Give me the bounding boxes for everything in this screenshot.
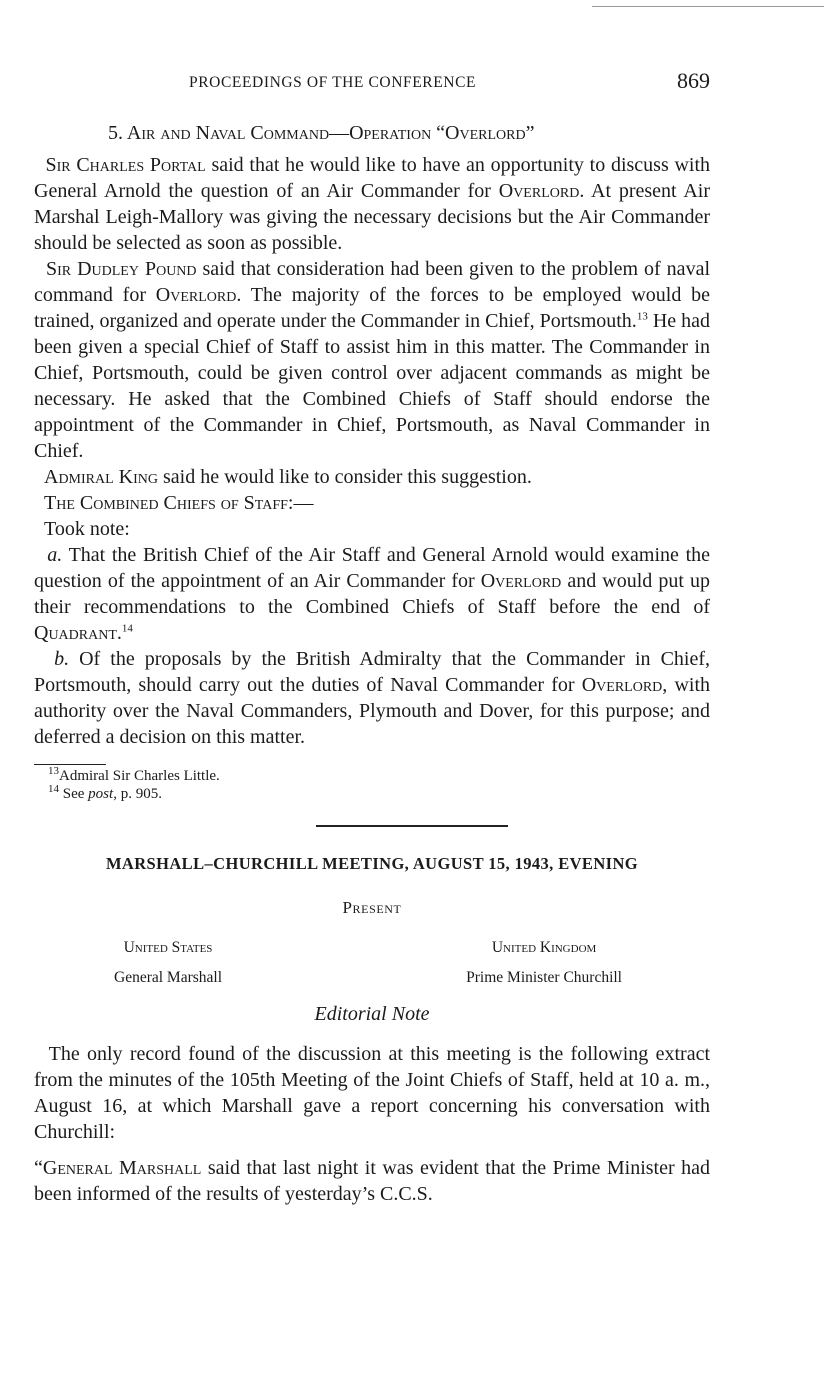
paragraph-text: said that consideration had been given to the problem of naval command for [34, 258, 710, 306]
paragraph-record [34, 1041, 710, 1145]
page-number: 869 [677, 68, 710, 93]
paragraph-text: said that last night it was evident that the Prime Minister had been informed of the results of yesterday’s C.C.S. [34, 1157, 710, 1205]
meeting-title: MARSHALL–CHURCHILL MEETING, AUGUST 15, 1943, EVENING [105, 854, 639, 873]
running-head: PROCEEDINGS OF THE CONFERENCE [189, 74, 477, 91]
paragraph-text: said he would like to consider this suggestion. [158, 466, 532, 488]
paragraph-text: . The majority of the forces to be employed would be trained, organized and operate under the Commander in Chief, Portsmouth. [34, 284, 711, 332]
footnote-text: See [62, 786, 89, 802]
page-body [34, 120, 710, 1207]
section-heading: 5. Air and Naval Command—Operation “Overlord” [108, 122, 535, 144]
footnote-ref: 14 [121, 622, 133, 635]
paragraph-text: , with authority over the Naval Commanders, Plymouth and Dover, for this purpose; and deferred a decision on this matter. [34, 674, 711, 748]
editorial-note-heading: Editorial Note [314, 1003, 430, 1025]
paragraph-text: said that he would like to have an opportunity to discuss with General Arnold the question of an Air Commander for [34, 154, 711, 202]
speaker-name: General Marshall [42, 1157, 202, 1179]
quote-mark: “ [34, 1157, 43, 1179]
section-separator [316, 825, 508, 827]
country-label: United States [123, 939, 213, 956]
speaker-name: The Combined Chiefs of Staff [44, 492, 288, 514]
paragraph-text: Took note: [44, 518, 130, 540]
speaker-name: Sir Charles Portal [45, 154, 206, 176]
paragraph-text: and would put up their recommendations to the Combined Chiefs of Staff before the end of [34, 570, 710, 618]
paragraph-text: . At present Air Marshal Leigh-Mallory was giving the necessary decisions but the Air Commander should be selected as soon as possible. [34, 180, 710, 254]
operation-name: Overlord [480, 570, 562, 592]
footnote-13 [34, 765, 220, 785]
paragraph-text: The only record found of the discussion at this meeting is the following extract from the minutes of the 105th Meeting of the Joint Chiefs of Staff, held at 10 a. m., August 16, at which Marshall gave a report concerning his conversation with Churchill: [34, 1043, 711, 1143]
attendee-name: General Marshall [114, 969, 223, 986]
footnote-14 [34, 783, 162, 803]
footnote-ref: 13 [636, 310, 648, 323]
operation-name: Overlord [498, 180, 580, 202]
operation-name: Overlord [581, 674, 663, 696]
footnote-number: 13 [48, 765, 59, 777]
item-label: b. [54, 648, 70, 670]
speaker-name: Sir Dudley Pound [45, 258, 197, 280]
paragraph-ccs [34, 490, 710, 516]
paragraph-text: :— [287, 492, 314, 514]
paragraph-text: . [116, 622, 122, 644]
operation-name: Overlord [155, 284, 237, 306]
list-item-b [34, 646, 710, 750]
paragraph-quote [34, 1155, 710, 1207]
top-edge-rule [592, 6, 824, 7]
attendees-uk [466, 933, 622, 993]
attendee-name: Prime Minister Churchill [466, 969, 622, 986]
paragraph-took-note [34, 516, 710, 542]
paragraph-text: He had been given a special Chief of Staff to assist him in this matter. The Commander in Chief, Portsmouth, could be given control over adjacent commands as might be necessary. He asked that the Combined Chiefs of Staff should endorse the appointment of the Commander in Chief, Portsmouth, as Naval Commander in Chief. [34, 310, 711, 462]
list-item-a [34, 542, 710, 646]
paragraph-text: That the British Chief of the Air Staff and General Arnold would examine the question of the appointment of an Air Commander for [34, 544, 710, 592]
item-label: a. [47, 544, 63, 566]
country-label: United Kingdom [491, 939, 597, 956]
page-header [34, 68, 710, 98]
footnote-italic: post [88, 786, 114, 802]
attendees [34, 933, 710, 993]
conference-name: Quadrant [34, 622, 117, 644]
paragraph-portal [34, 152, 710, 256]
paragraph-pound [34, 256, 710, 464]
attendees-us [114, 933, 222, 993]
footnotes [34, 764, 220, 803]
footnote-text: , p. 905. [113, 786, 162, 802]
paragraph-text: Of the proposals by the British Admiralty that the Commander in Chief, Portsmouth, should carry out the duties of Naval Commander for [34, 648, 711, 696]
present-heading: Present [342, 898, 402, 917]
footnote-text: Admiral Sir Charles Little. [59, 768, 220, 784]
footnote-number: 14 [48, 783, 59, 795]
speaker-name: Admiral King [44, 466, 158, 488]
paragraph-king [34, 464, 710, 490]
